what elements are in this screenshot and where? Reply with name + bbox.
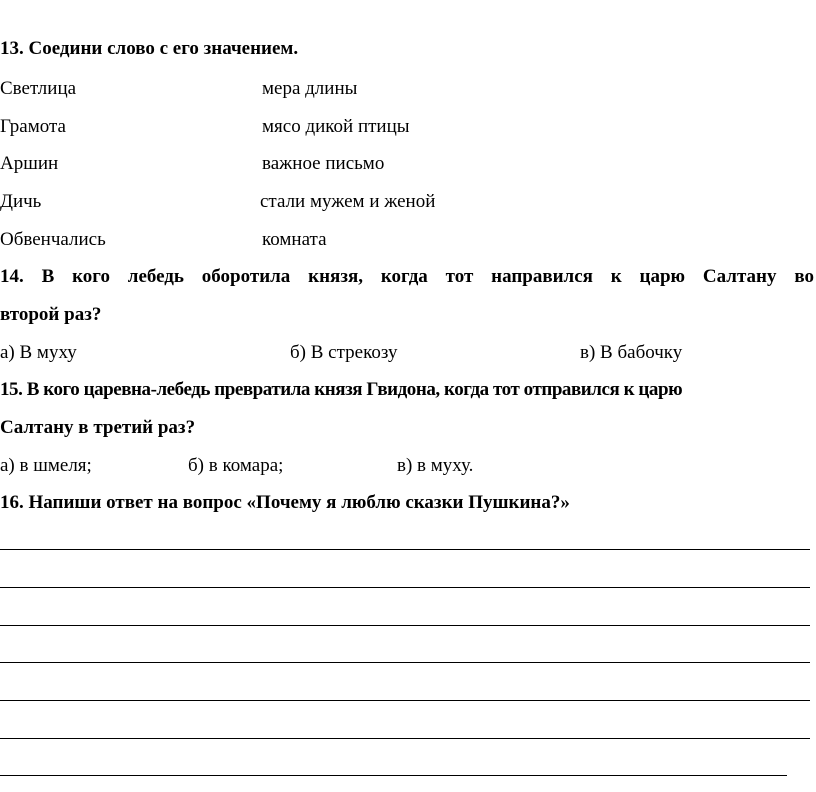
q13-title: 13. Соедини слово с его значением. [0,38,299,59]
q14-question-line-1 [0,266,814,288]
q15-option-c: в) в муху. [397,455,474,476]
q14-word: оборотила [201,266,291,287]
answer-line[interactable] [0,625,810,626]
q13-word-3: Аршин [0,153,59,174]
q14-word: лебедь [127,266,184,287]
q13-meaning-1: мера длины [262,78,358,99]
q14-word: князя, [308,266,363,287]
q14-word: Салтану [702,266,777,287]
answer-line[interactable] [0,700,810,701]
q15-question-line-2: Салтану в третий раз? [0,417,196,438]
q13-word-5: Обвенчались [0,229,106,250]
answer-line[interactable] [0,775,787,776]
answer-line[interactable] [0,587,810,588]
answer-line[interactable] [0,738,810,739]
q15-question-line-1: 15. В кого царевна-лебедь превратила князя Гвидона, когда тот отправился к царю [0,379,683,400]
q14-word: во [794,266,814,287]
q14-word: тот [445,266,474,287]
q14-option-c: в) В бабочку [580,342,683,363]
q13-meaning-5: комната [262,229,327,250]
q13-word-4: Дичь [0,191,42,212]
q14-word: царю [639,266,686,287]
q14-word: к [610,266,622,287]
q13-meaning-4: стали мужем и женой [260,191,436,212]
q14-word: В [41,266,55,287]
q14-word: когда [380,266,428,287]
q14-word: направился [491,266,593,287]
q14-option-a: а) В муху [0,342,77,363]
q14-question-line-2: второй раз? [0,304,102,325]
answer-line[interactable] [0,662,810,663]
q15-option-b: б) в комара; [188,455,284,476]
q16-title: 16. Напиши ответ на вопрос «Почему я люблю сказки Пушкина?» [0,492,570,513]
q13-meaning-3: важное письмо [262,153,385,174]
q13-word-1: Светлица [0,78,77,99]
q14-word: кого [72,266,110,287]
q14-word: 14. [0,266,24,287]
answer-line[interactable] [0,549,810,550]
q13-word-2: Грамота [0,116,66,137]
q15-option-a: а) в шмеля; [0,455,92,476]
q13-meaning-2: мясо дикой птицы [262,116,410,137]
q14-option-b: б) В стрекозу [290,342,398,363]
